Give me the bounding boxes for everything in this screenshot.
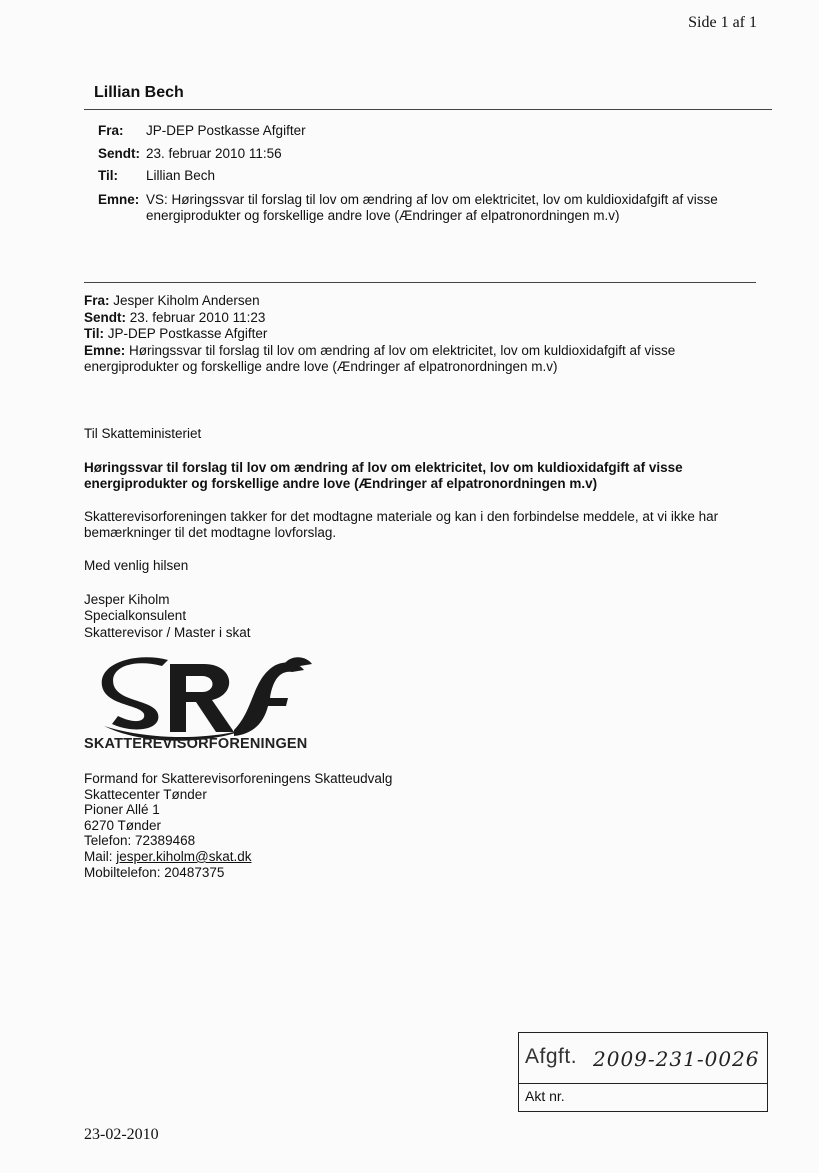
footer-date: 23-02-2010 bbox=[84, 1126, 159, 1143]
header-to-value: Lillian Bech bbox=[146, 168, 216, 183]
header-to-row bbox=[98, 168, 758, 184]
header-sent-label: Sendt: bbox=[98, 146, 140, 161]
header-subject-value: VS: Høringssvar til forslag til lov om ændring af lov om elektricitet, lov om kuldioxidafgift af visse energiprodukter og forskellige andre love (Ændringer af elpatronordningen m.v) bbox=[146, 192, 718, 223]
mailbox-owner: Lillian Bech bbox=[94, 84, 184, 101]
forwarded-to: Til: JP-DEP Postkasse Afgifter bbox=[84, 326, 268, 342]
header-divider bbox=[84, 109, 772, 110]
forward-divider bbox=[84, 282, 756, 283]
forwarded-subject: Emne: Høringssvar til forslag til lov om ændring af lov om elektricitet, lov om kuldioxidafgift af visse energiprodukter og forskellige andre love (Ændringer af elpatronordningen m.v) bbox=[84, 342, 676, 375]
stamp-case-number: 2009-231-0026 bbox=[593, 1047, 760, 1071]
contact-line2: Skattecenter Tønder bbox=[84, 786, 207, 802]
contact-phone: Telefon: 72389468 bbox=[84, 833, 196, 849]
header-subject-row bbox=[98, 192, 758, 226]
contact-block bbox=[84, 771, 392, 880]
page-number: Side 1 af 1 bbox=[688, 14, 757, 31]
header-from-row bbox=[98, 123, 758, 139]
forwarded-header bbox=[84, 293, 724, 376]
signature-role: Skatterevisor / Master i skat bbox=[84, 624, 251, 640]
header-subject-label: Emne: bbox=[98, 192, 140, 207]
header-from-value: JP-DEP Postkasse Afgifter bbox=[146, 123, 306, 138]
closing: Med venlig hilsen bbox=[84, 558, 189, 573]
forwarded-sent: Sendt: 23. februar 2010 11:23 bbox=[84, 309, 266, 325]
header-sent-value: 23. februar 2010 11:56 bbox=[146, 146, 282, 161]
signature-name: Jesper Kiholm bbox=[84, 592, 170, 607]
forwarded-from: Fra: Jesper Kiholm Andersen bbox=[84, 293, 260, 308]
archive-stamp bbox=[518, 1032, 768, 1112]
contact-line1: Formand for Skatterevisorforeningens Skatteudvalg bbox=[84, 771, 393, 786]
contact-line4: 6270 Tønder bbox=[84, 817, 162, 833]
header-from-label: Fra: bbox=[98, 123, 124, 138]
signature-block bbox=[84, 592, 251, 641]
stamp-label: Afgft. bbox=[525, 1045, 578, 1068]
header-to-label: Til: bbox=[98, 168, 118, 183]
contact-line3: Pioner Allé 1 bbox=[84, 802, 160, 818]
contact-mail-row: Mail: jesper.kiholm@skat.dk bbox=[84, 848, 252, 864]
contact-mail-link[interactable]: jesper.kiholm@skat.dk bbox=[116, 848, 252, 864]
contact-mobile: Mobiltelefon: 20487375 bbox=[84, 864, 225, 880]
letter-paragraph: Skatterevisorforeningen takker for det modtagne materiale og kan i den forbindelse meddele, at vi ikke har bemærkninger til det modtagne lovforslag. bbox=[84, 509, 719, 541]
srf-logo bbox=[84, 650, 314, 758]
srf-wordmark: SKATTEREVISORFORENINGEN bbox=[84, 736, 308, 752]
stamp-akt-nr: Akt nr. bbox=[525, 1088, 565, 1104]
signature-title: Specialkonsulent bbox=[84, 608, 187, 624]
letter-heading: Høringssvar til forslag til lov om ændring af lov om elektricitet, lov om kuldioxidafgift af visse energiprodukter og forskellige andre love (Ændringer af elpatronordningen m.v) bbox=[84, 460, 683, 492]
salutation: Til Skatteministeriet bbox=[84, 426, 202, 441]
header-sent-row bbox=[98, 146, 758, 162]
